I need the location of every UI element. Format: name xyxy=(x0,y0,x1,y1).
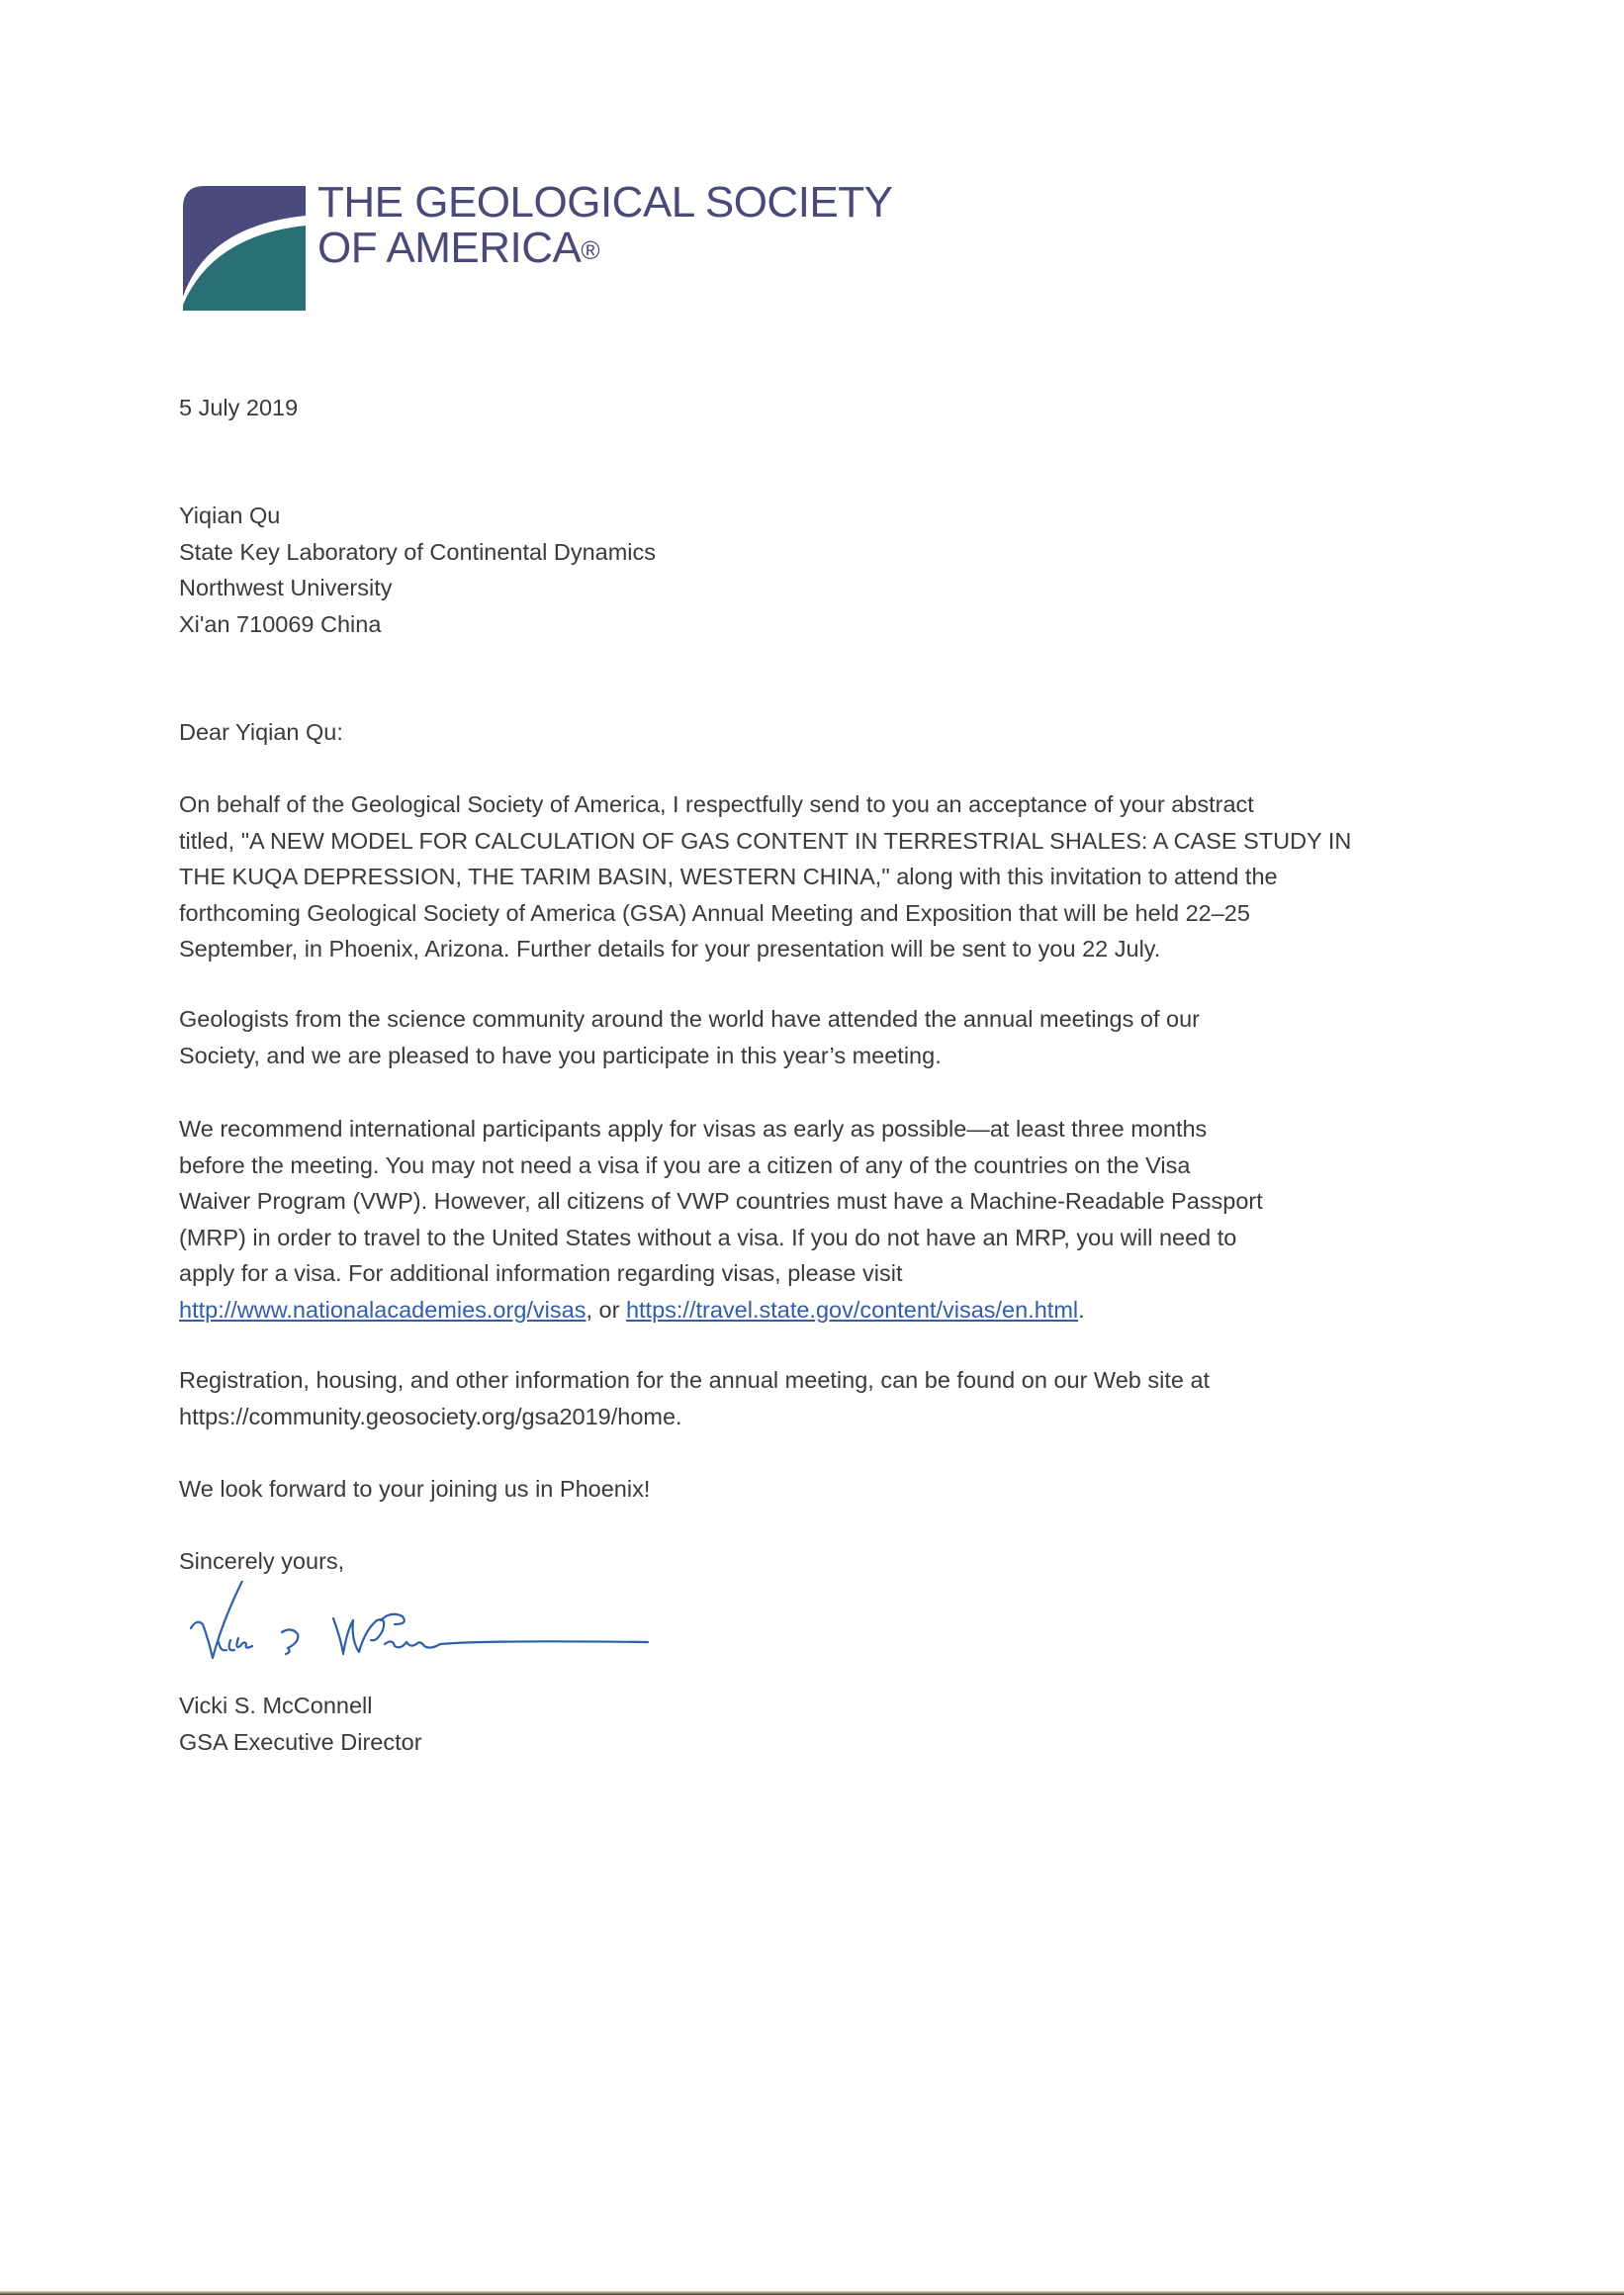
text-line: Geologists from the science community around the world have attended the annual meetings of our xyxy=(179,1006,1200,1032)
link-separator: , or xyxy=(586,1296,626,1323)
organization-name xyxy=(317,180,893,271)
text-line: apply for a visa. For additional information regarding visas, please visit xyxy=(179,1260,903,1286)
text-line: forthcoming Geological Society of America (GSA) Annual Meeting and Exposition that will be held 22–25 xyxy=(179,899,1250,926)
paragraph-visas xyxy=(179,1111,1465,1328)
registration-url-line: https://community.geosociety.org/gsa2019/home. xyxy=(179,1403,682,1429)
handwritten-signature-icon xyxy=(183,1581,658,1680)
recipient-address xyxy=(179,498,1465,642)
text-line: Waiver Program (VWP). However, all citizens of VWP countries must have a Machine-Readable Passport xyxy=(179,1188,1263,1214)
text-line: Society, and we are pleased to have you participate in this year’s meeting. xyxy=(179,1042,942,1068)
recipient-address-line: Xi'an 710069 China xyxy=(179,610,382,637)
national-academies-visas-link[interactable]: http://www.nationalacademies.org/visas xyxy=(179,1296,586,1323)
text-line: We recommend international participants apply for visas as early as possible—at least three months xyxy=(179,1116,1208,1142)
recipient-address-line: State Key Laboratory of Continental Dynamics xyxy=(179,538,657,565)
org-name-line-2: OF AMERICA® xyxy=(317,224,600,272)
link-end-punctuation: . xyxy=(1078,1296,1085,1323)
paragraph-registration xyxy=(179,1362,1465,1434)
text-line: titled, "A NEW MODEL FOR CALCULATION OF GAS CONTENT IN TERRESTRIAL SHALES: A CASE STUDY IN xyxy=(179,827,1352,854)
letter-date: 5 July 2019 xyxy=(179,395,299,420)
registered-mark: ® xyxy=(581,235,600,265)
scan-page-edge xyxy=(0,2291,1624,2295)
paragraph-closing-remark: We look forward to your joining us in Phoenix! xyxy=(179,1476,651,1502)
complimentary-close: Sincerely yours, xyxy=(179,1548,345,1574)
signer-name: Vicki S. McConnell xyxy=(179,1693,373,1718)
letterhead xyxy=(183,178,893,311)
text-line: (MRP) in order to travel to the United States without a visa. If you do not have an MRP, you will need to xyxy=(179,1224,1237,1250)
recipient-address-line: Northwest University xyxy=(179,575,393,600)
text-line: before the meeting. You may not need a visa if you are a citizen of any of the countries on the Visa xyxy=(179,1151,1191,1178)
text-line: September, in Phoenix, Arizona. Further details for your presentation will be sent to you 22 July. xyxy=(179,936,1161,962)
salutation: Dear Yiqian Qu: xyxy=(179,719,343,745)
travel-state-gov-visas-link[interactable]: https://travel.state.gov/content/visas/en.html xyxy=(625,1296,1079,1323)
org-name-line-1: THE GEOLOGICAL SOCIETY xyxy=(317,178,893,227)
signer-title: GSA Executive Director xyxy=(179,1728,422,1755)
paragraph-community xyxy=(179,1001,1465,1073)
text-line: THE KUQA DEPRESSION, THE TARIM BASIN, WESTERN CHINA," along with this invitation to attend the xyxy=(179,864,1278,889)
gsa-logo-icon xyxy=(183,186,306,311)
paragraph-acceptance xyxy=(179,786,1465,967)
text-line: On behalf of the Geological Society of America, I respectfully send to you an acceptance of your abstract xyxy=(179,791,1254,817)
visa-links-line xyxy=(179,1292,1465,1329)
recipient-name: Yiqian Qu xyxy=(179,503,281,528)
signer-block xyxy=(179,1688,1465,1760)
text-line: Registration, housing, and other information for the annual meeting, can be found on our Web site at xyxy=(179,1367,1211,1393)
